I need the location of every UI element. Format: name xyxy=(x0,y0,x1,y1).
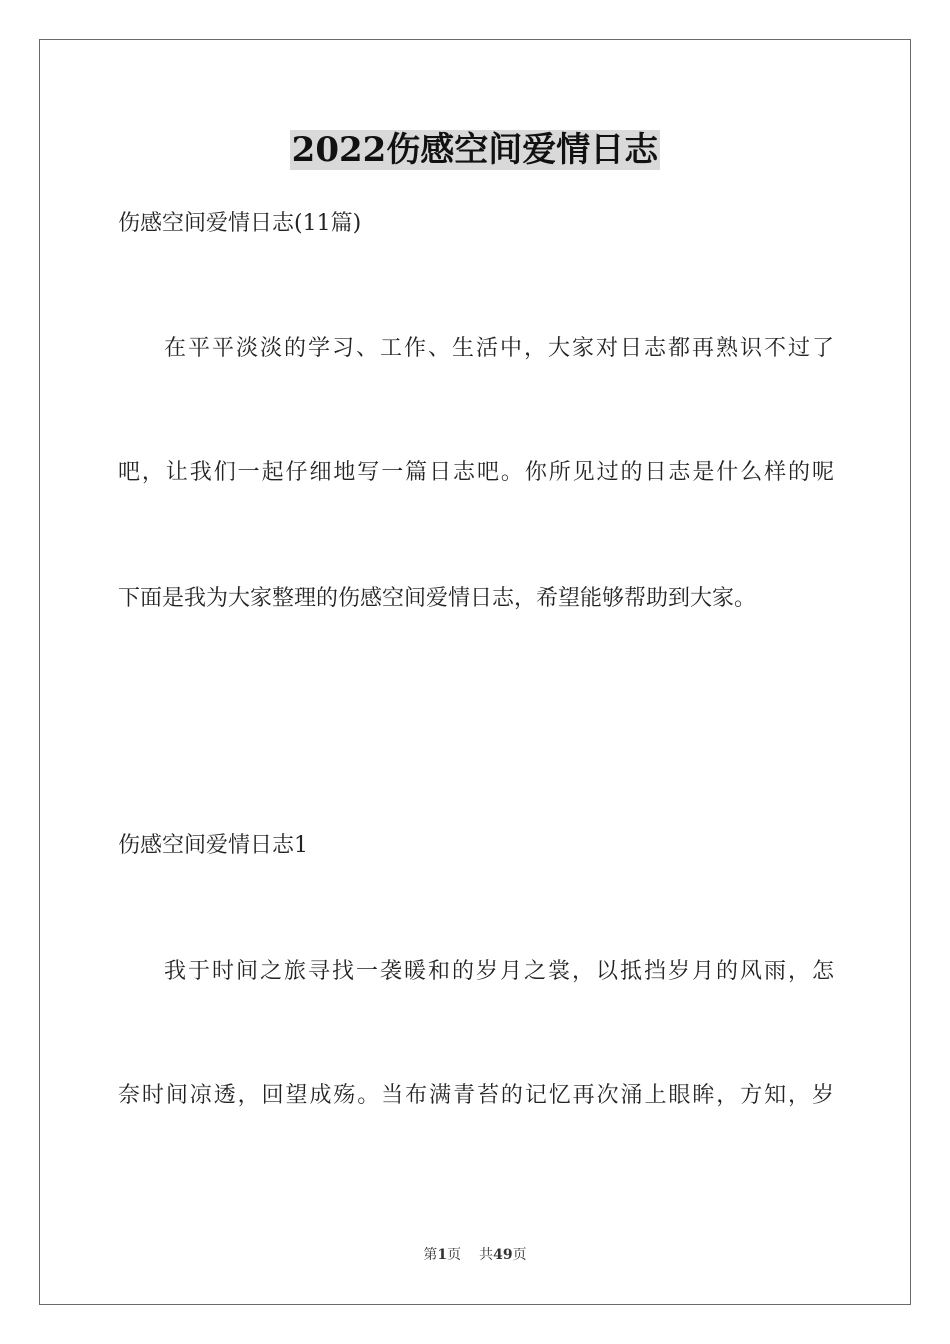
footer-page-suffix: 页 xyxy=(447,1247,462,1263)
document-subtitle: 伤感空间爱情日志(11篇) xyxy=(118,211,362,236)
document-title xyxy=(0,128,950,172)
footer-total-suffix: 页 xyxy=(512,1247,527,1263)
intro-paragraph-line-1: 在平平淡淡的学习、工作、生活中，大家对日志都再熟识不过了 xyxy=(164,336,834,361)
intro-paragraph-line-3: 下面是我为大家整理的伤感空间爱情日志，希望能够帮助到大家。 xyxy=(118,586,757,611)
section-heading: 伤感空间爱情日志1 xyxy=(118,833,308,858)
footer-total-pages: 49 xyxy=(493,1247,513,1263)
section-paragraph-line-1: 我于时间之旅寻找一袭暖和的岁月之裳，以抵挡岁月的风雨，怎 xyxy=(164,959,834,984)
intro-paragraph-line-2: 吧，让我们一起仔细地写一篇日志吧。你所见过的日志是什么样的呢 xyxy=(118,460,834,485)
document-title-text: 2022伤感空间爱情日志 xyxy=(291,130,659,170)
footer-page-number: 1 xyxy=(437,1247,448,1263)
footer-total-prefix: 共 xyxy=(479,1247,494,1263)
footer-page-prefix: 第 xyxy=(423,1247,438,1263)
page-footer xyxy=(0,1245,950,1265)
section-paragraph-line-2: 奈时间凉透，回望成殇。当布满青苔的记忆再次涌上眼眸，方知，岁 xyxy=(118,1083,834,1108)
